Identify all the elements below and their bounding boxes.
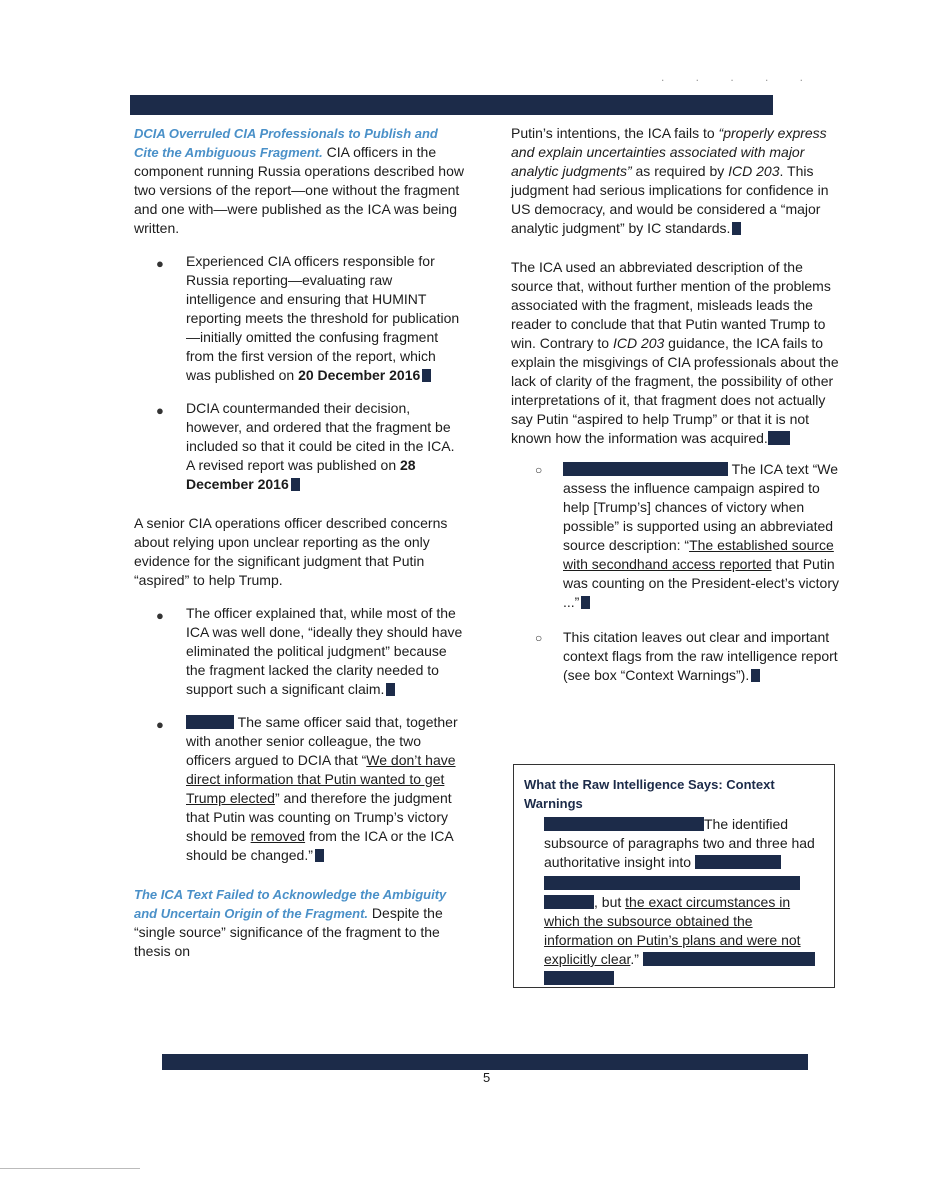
redaction-block xyxy=(544,895,594,909)
bullet-text-end: from the ICA or the ICA should be changed.” xyxy=(186,828,453,863)
bullet-text: The officer explained that, while most of the ICA was well done, “ideally they should have eliminated the political judgment” because the fragment lacked the clarity needed to support such a significant claim. xyxy=(186,605,463,697)
abbreviated-description-paragraph xyxy=(511,258,841,448)
text: guidance, the ICA fails to explain the misgivings of CIA professionals about the lack of clarity of the fragment, the possibility of other interpretations of it, that fragment does not actually say Putin “aspired to help Trump” or that it is not known how the information was acquired. xyxy=(511,335,839,446)
text: Putin’s intentions, the ICA fails to xyxy=(511,125,719,141)
bullet-icon: ● xyxy=(156,608,164,623)
list-item xyxy=(511,460,841,612)
redaction-marker xyxy=(386,683,395,696)
text: that Putin was counting on the President-elect’s victory ...” xyxy=(563,556,839,610)
text: The ICA text “We assess the influence campaign aspired to help [Trump’s] chances of victory when possible” is supported using an abbreviated source description: “ xyxy=(563,461,838,553)
continuation-paragraph xyxy=(511,124,841,238)
section-heading-ica-text-failed: The ICA Text Failed to Acknowledge the Ambiguity and Uncertain Origin of the Fragment. xyxy=(134,887,447,921)
redaction-marker xyxy=(751,669,760,682)
text: as required by xyxy=(631,163,729,179)
redaction-marker xyxy=(581,596,590,609)
redaction-block xyxy=(544,971,614,985)
box-body xyxy=(544,815,824,988)
footer-line xyxy=(0,1168,140,1169)
list-item xyxy=(511,628,841,685)
redaction-block xyxy=(186,715,234,729)
section-paragraph-2 xyxy=(134,885,464,961)
redaction-marker xyxy=(422,369,431,382)
bullet-date: 28 December 2016 xyxy=(186,457,416,492)
text: . This judgment had serious implications for confidence in US democracy, and would be considered a “major analytic judgment” by IC standards. xyxy=(511,163,829,236)
text: .” xyxy=(630,951,639,967)
redaction-block xyxy=(768,431,790,445)
bullet-text: The same officer said that, together with another senior colleague, the two officers argued to DCIA that “ xyxy=(186,714,458,768)
classification-banner-top-redaction xyxy=(130,95,773,115)
underlined-quote: The established source with secondhand access reported xyxy=(563,537,834,572)
underlined-word: removed xyxy=(250,828,306,844)
redaction-block xyxy=(563,462,728,476)
underlined-quote: We don’t have direct information that Putin wanted to get Trump elected xyxy=(186,752,456,806)
list-item xyxy=(134,604,464,699)
section-text: Despite the “single source” significance of the fragment to the thesis on xyxy=(134,905,443,959)
scan-specks: . . . . . xyxy=(660,70,817,84)
senior-officer-paragraph: A senior CIA operations officer described concerns about relying upon unclear reporting as the only evidence for the significant judgment that Putin “aspired” to help Trump. xyxy=(134,515,448,588)
redaction-marker xyxy=(291,478,300,491)
redaction-marker xyxy=(732,222,741,235)
redaction-block xyxy=(695,855,781,869)
bullet-icon: ○ xyxy=(535,463,543,477)
intro-text: CIA officers in the component running Russia operations described how two versions of the report—one without the fragment and one with—were published as the ICA was being written. xyxy=(134,144,464,236)
box-title: What the Raw Intelligence Says: Context Warnings xyxy=(524,777,775,811)
redaction-marker xyxy=(315,849,324,862)
list-item xyxy=(134,399,464,494)
section-heading-dcia-overruled: DCIA Overruled CIA Professionals to Publish and Cite the Ambiguous Fragment. xyxy=(134,126,438,160)
icd-reference: ICD 203 xyxy=(728,163,780,179)
underlined-quote: the exact circumstances in which the subsource obtained the information on Putin’s plans and were not explicitly clear xyxy=(544,894,801,967)
text: This citation leaves out clear and important context flags from the raw intelligence report (see box “Context Warnings”). xyxy=(563,629,838,683)
bullet-text: DCIA countermanded their decision, however, and ordered that the fragment be included so that it could be cited in the ICA. A revised report was published on xyxy=(186,400,455,473)
text: The ICA used an abbreviated description of the source that, without further mention of the problems associated with the fragment, misleads leads the reader to conclude that that Putin wanted Trump to win. Contrary to xyxy=(511,259,831,351)
list-item xyxy=(134,252,464,385)
context-warnings-box xyxy=(513,764,835,988)
page-number: 5 xyxy=(483,1070,491,1085)
bullet-date: 20 December 2016 xyxy=(298,367,421,383)
redaction-block xyxy=(544,817,704,831)
bullet-text-cont: ” and therefore the judgment that Putin was counting on Trump’s victory should be xyxy=(186,790,452,844)
bullet-icon: ● xyxy=(156,717,164,732)
redaction-block xyxy=(544,876,800,890)
text: , but xyxy=(594,894,626,910)
bullet-icon: ● xyxy=(156,403,164,418)
icd-reference: ICD 203 xyxy=(612,335,665,351)
section-paragraph-1 xyxy=(134,124,464,238)
left-column xyxy=(134,124,464,961)
bullet-text: Experienced CIA officers responsible for Russia reporting—evaluating raw intelligence and ensuring that HUMINT reporting meets the threshold for publication—initially omitted the confusing fragment from the first version of the report, which was published on xyxy=(186,253,460,383)
classification-banner-bottom-redaction xyxy=(162,1054,808,1070)
bullet-icon: ○ xyxy=(535,631,543,645)
list-item xyxy=(134,713,464,865)
redaction-block xyxy=(643,952,815,966)
right-column xyxy=(511,124,841,685)
quoted-standard: “properly express and explain uncertainties associated with major analytic judgments” xyxy=(511,125,827,179)
bullet-icon: ● xyxy=(156,256,164,271)
text: The identified subsource of paragraphs two and three had authoritative insight into xyxy=(544,816,815,870)
